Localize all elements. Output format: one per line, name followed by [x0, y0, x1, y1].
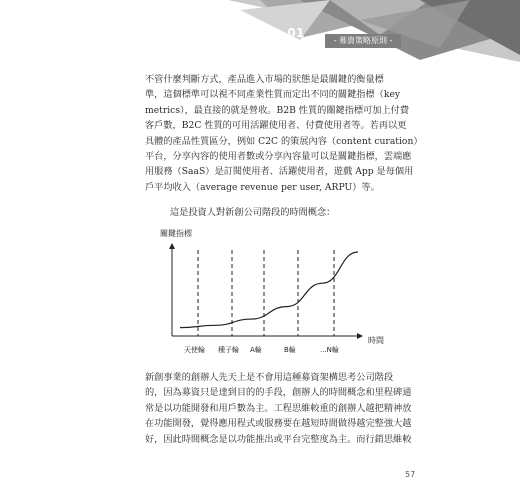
- stage-label: 天使輪: [184, 346, 205, 354]
- paragraph-line: 戶平均收入（average revenue per user, ARPU）等。: [145, 181, 380, 193]
- stage-label: A輪: [250, 346, 262, 354]
- paragraph-line: metrics），最直接的就是營收。B2B 性質的關鍵指標可加上付費: [145, 104, 410, 116]
- paragraph-1: [145, 72, 423, 195]
- paragraph-line: 準，這個標準可以視不同產業性質而定出不同的關鍵指標（key: [145, 89, 401, 101]
- page-number: 57: [405, 470, 416, 479]
- paragraph-line: 客戶數，B2C 性質的可用活躍使用者、付費使用者等。若再以更: [145, 120, 407, 132]
- paragraph-line: 常是以功能開發和用戶數為主。工程思維較重的創辦人越把精神放: [145, 402, 412, 414]
- chapter-number: 01: [287, 26, 305, 40]
- chapter-text: Chapter: [253, 30, 287, 39]
- stage-label: 種子輪: [218, 346, 239, 354]
- y-axis-label: 關鍵指標: [160, 229, 192, 238]
- paragraph-2: [145, 370, 423, 447]
- stage-label: ...N輪: [320, 346, 339, 354]
- paragraph-line: 好，因此時間概念是以功能推出或平台完整度為主。而行銷思維較: [145, 433, 412, 445]
- x-axis-label: 時間: [368, 336, 384, 345]
- paragraph-line: 用服務（SaaS）是訂閱使用者、活躍使用者，遊戲 App 是每個用: [145, 166, 414, 178]
- chapter-label: [253, 26, 305, 40]
- paragraph-line: 的，因為募資只是達到目的的手段，創辦人的時間概念和里程碑通: [145, 387, 412, 399]
- paragraph-line: 在功能開發，覺得應用程式或服務要在越短時間做得越完整強大越: [145, 418, 412, 430]
- section-tag: - 募資策略原則 -: [325, 34, 401, 48]
- stage-dividers: [198, 250, 334, 336]
- stage-label: B輪: [284, 346, 296, 354]
- paragraph-line: 平台，分享內容的使用者數或分享內容量可以是關鍵指標，雲端應: [145, 151, 412, 163]
- paragraph-line: 不管什麼判斷方式，產品進入市場的狀態是最關鍵的衡量標: [145, 74, 384, 85]
- growth-curve: [180, 252, 358, 328]
- paragraph-line: 新創事業的創辦人先天上是不會用這種募資架構思考公司階段: [145, 372, 394, 383]
- paragraph-line: 具體的產品性質區分，例如 C2C 的策展內容（content curation）: [145, 135, 423, 147]
- chart-intro: 這是投資人對新創公司階段的時間概念：: [170, 207, 336, 218]
- page-header: [0, 0, 520, 70]
- stage-labels: [184, 345, 339, 354]
